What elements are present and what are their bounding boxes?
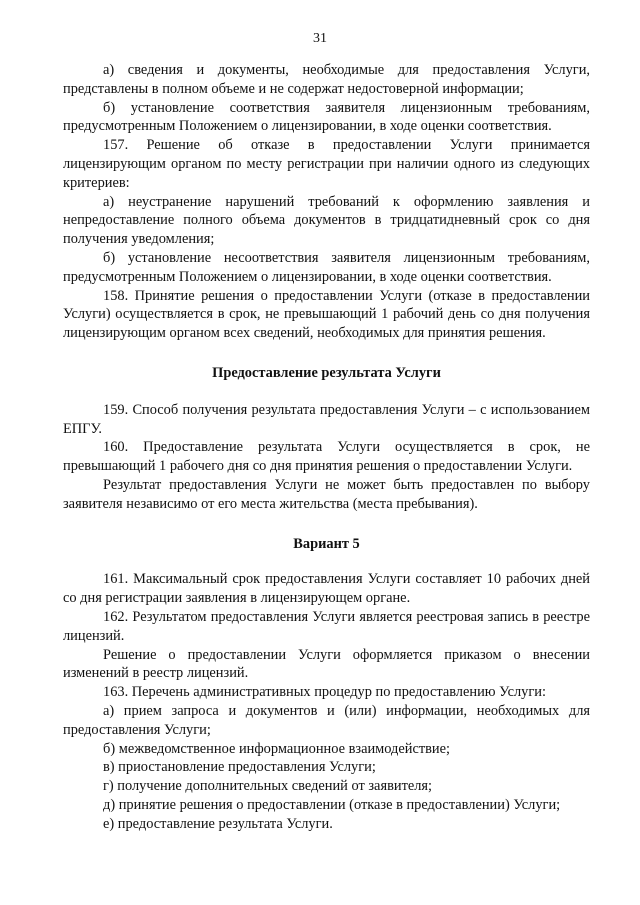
paragraph: Результат предоставления Услуги не может быть предоставлен по выбору заявителя независимо от его места жительства (места пребывания). bbox=[63, 476, 590, 512]
list-item: в) приостановление предоставления Услуги; bbox=[103, 759, 376, 776]
page-number: 31 bbox=[313, 31, 327, 46]
paragraph: 161. Максимальный срок предоставления Услуги составляет 10 рабочих дней со дня регистрации заявления в лицензирующем органе. bbox=[63, 571, 590, 607]
list-item: б) межведомственное информационное взаимодействие; bbox=[103, 740, 451, 757]
list-item: а) прием запроса и документов и (или) информации, необходимых для предоставления Услуги; bbox=[63, 702, 590, 738]
paragraph: а) неустранение нарушений требований к оформлению заявления и непредоставление полного объема документов в тридцатидневный срок со дня получения уведомления; bbox=[63, 193, 590, 248]
paragraph: б) установление несоответствия заявителя лицензионным требованиям, предусмотренным Положением о лицензировании, в ходе оценки соответствия. bbox=[63, 249, 590, 285]
paragraph: 158. Принятие решения о предоставлении Услуги (отказе в предоставлении Услуги) осуществляется в срок, не превышающий 1 рабочий день со дня получения лицензирующим органом всех сведений, необходимых для принятия решения. bbox=[63, 287, 590, 342]
paragraph: Решение о предоставлении Услуги оформляется приказом о внесении изменений в реестр лицензий. bbox=[63, 646, 590, 682]
paragraph: 162. Результатом предоставления Услуги является реестровая запись в реестре лицензий. bbox=[63, 608, 590, 644]
paragraph: 163. Перечень административных процедур по предоставлению Услуги: bbox=[103, 684, 546, 701]
list-item: е) предоставление результата Услуги. bbox=[103, 815, 333, 832]
paragraph: 157. Решение об отказе в предоставлении Услуги принимается лицензирующим органом по месту регистрации при наличии одного из следующих критериев: bbox=[63, 137, 590, 191]
list-item: г) получение дополнительных сведений от заявителя; bbox=[103, 778, 433, 795]
paragraph: 160. Предоставление результата Услуги осуществляется в срок, не превышающий 1 рабочего дня со дня принятия решения о предоставлении Услуги. bbox=[63, 439, 590, 475]
document-body bbox=[63, 61, 590, 833]
paragraph: а) сведения и документы, необходимые для предоставления Услуги, представлены в полном объеме и не содержат недостоверной информации; bbox=[63, 62, 590, 97]
section-heading-variant: Вариант 5 bbox=[293, 535, 360, 552]
list-item: д) принятие решения о предоставлении (отказе в предоставлении) Услуги; bbox=[103, 796, 561, 813]
paragraph: б) установление соответствия заявителя лицензионным требованиям, предусмотренным Положением о лицензировании, в ходе оценки соответствия. bbox=[63, 99, 590, 135]
paragraph: 159. Способ получения результата предоставления Услуги – с использованием ЕПГУ. bbox=[63, 401, 590, 437]
section-heading-result: Предоставление результата Услуги bbox=[212, 364, 441, 381]
